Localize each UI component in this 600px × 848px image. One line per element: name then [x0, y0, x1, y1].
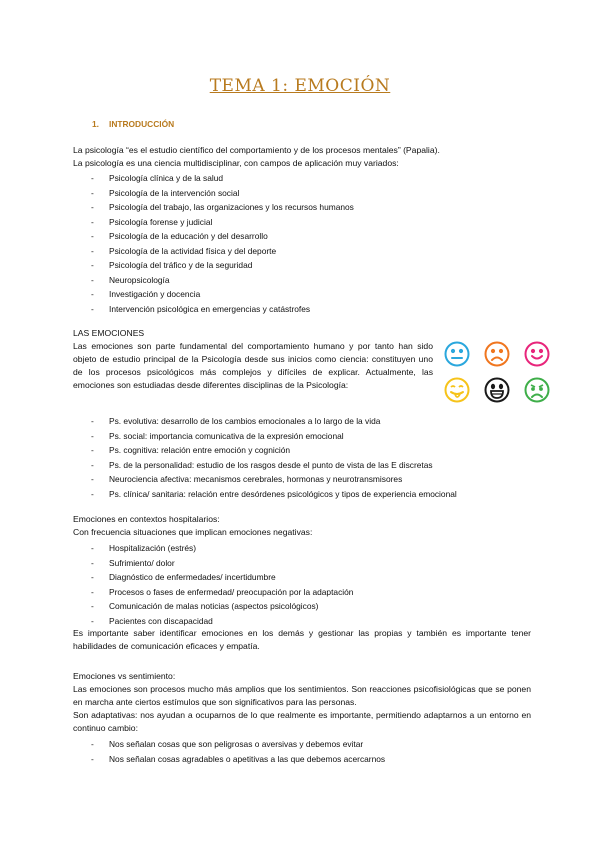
- bullet-dash: -: [91, 474, 94, 484]
- feelings-paragraph-1: Las emociones son procesos mucho más amplios que los sentimientos. Son reacciones psicofisiológicas que se ponen en marcha ante ciertos estímulos que son significativos para las personas.: [73, 684, 531, 707]
- hospital-conclusion: Es importante saber identificar emociones en los demás y gestionar las propias y también es importante tener habilidades de comunicación eficaces y empatía.: [73, 628, 531, 651]
- list-item-label: Psicología del trabajo, las organizaciones y los recursos humanos: [109, 202, 354, 212]
- list-item-label: Sufrimiento/ dolor: [109, 557, 175, 568]
- bullet-dash: -: [91, 615, 94, 626]
- bullet-dash: -: [91, 202, 94, 212]
- feelings-paragraph-2: Son adaptativas: nos ayudan a ocuparnos de lo que realmente es importante, permitiendo adaptarnos a un entorno en continuo cambio:: [73, 710, 531, 733]
- list-item-label: Nos señalan cosas agradables o apetitivas a las que debemos acercarnos: [109, 753, 386, 764]
- list-item-label: Nos señalan cosas que son peligrosas o aversivas y debemos evitar: [109, 739, 364, 749]
- bullet-dash: -: [91, 289, 94, 299]
- list-item-label: Psicología del tráfico y de la seguridad: [109, 260, 253, 270]
- list-item-label: Psicología clínica y de la salud: [109, 173, 224, 183]
- bullet-dash: -: [91, 488, 94, 499]
- section-heading-label: INTRODUCCIÓN: [109, 119, 175, 129]
- page-title: TEMA 1: EMOCIÓN: [209, 76, 391, 96]
- sad-face-icon: [484, 341, 510, 367]
- list-item-label: Psicología de la actividad física y del deporte: [109, 245, 277, 256]
- emotions-paragraph: Las emociones son parte fundamental del comportamiento humano y por tanto han sido objeto de estudio principal de la Psicología desde sus inicios como ciencia: constituyen uno de los procesos psicológicos más complejos y difíciles de explicar. Actualmente, las emociones son estudiadas desde diferentes disciplinas de la Psicología:: [73, 341, 433, 390]
- bullet-dash: -: [91, 303, 94, 314]
- bullet-dash: -: [91, 245, 94, 256]
- bullet-dash: -: [91, 753, 94, 764]
- section-heading-introduction: [92, 118, 174, 131]
- bullet-dash: -: [91, 445, 94, 455]
- happy-face-icon: [524, 341, 550, 367]
- list-item-label: Diagnóstico de enfermedades/ incertidumbre: [109, 572, 276, 582]
- sick-face-icon: [524, 377, 550, 403]
- list-item-label: Comunicación de malas noticias (aspectos psicológicos): [109, 601, 319, 611]
- hospital-heading: Emociones en contextos hospitalarios:: [73, 514, 220, 524]
- bullet-dash: -: [91, 601, 94, 611]
- bullet-dash: -: [91, 260, 94, 270]
- list-item-label: Ps. clínica/ sanitaria: relación entre desórdenes psicológicos y tipos de experiencia emocional: [109, 488, 457, 499]
- bullet-dash: -: [91, 231, 94, 241]
- bullet-dash: -: [91, 572, 94, 582]
- list-item-label: Intervención psicológica en emergencias y catástrofes: [109, 303, 311, 314]
- list-item-label: Investigación y docencia: [109, 289, 201, 299]
- list-item-label: Psicología forense y judicial: [109, 216, 213, 227]
- bullet-dash: -: [91, 416, 94, 426]
- list-item-label: Psicología de la educación y del desarrollo: [109, 231, 268, 241]
- list-item-label: Psicología de la intervención social: [109, 187, 240, 198]
- list-item-label: Procesos o fases de enfermedad/ preocupación por la adaptación: [109, 586, 354, 597]
- bullet-dash: -: [91, 557, 94, 568]
- section-number: 1.: [92, 119, 99, 129]
- emotions-heading: LAS EMOCIONES: [73, 328, 145, 338]
- bullet-dash: -: [91, 430, 94, 441]
- bullet-dash: -: [91, 173, 94, 183]
- grin-face-icon: [484, 377, 510, 403]
- list-item-label: Ps. cognitiva: relación entre emoción y cognición: [109, 445, 291, 455]
- emoji-faces-illustration: [440, 339, 554, 407]
- list-item-label: Neurociencia afectiva: mecanismos cerebrales, hormonas y neurotransmisores: [109, 474, 403, 484]
- hospital-intro: Con frecuencia situaciones que implican emociones negativas:: [73, 527, 313, 537]
- feelings-heading: Emociones vs sentimiento:: [73, 671, 176, 681]
- bullet-dash: -: [91, 187, 94, 198]
- tongue-face-icon: [444, 377, 470, 403]
- list-item-label: Hospitalización (estrés): [109, 543, 197, 553]
- bullet-dash: -: [91, 459, 94, 470]
- bullet-dash: -: [91, 586, 94, 597]
- intro-line-1: La psicología “es el estudio científico del comportamiento y de los procesos mentales” (Papalia).: [73, 145, 440, 155]
- list-item-label: Ps. de la personalidad: estudio de los rasgos desde el punto de vista de las E discretas: [109, 459, 433, 470]
- neutral-face-icon: [444, 341, 470, 367]
- bullet-dash: -: [91, 543, 94, 553]
- list-item-label: Ps. evolutiva: desarrollo de los cambios emocionales a lo largo de la vida: [109, 416, 381, 426]
- intro-line-2: La psicología es una ciencia multidisciplinar, con campos de aplicación muy variados:: [73, 158, 399, 168]
- bullet-dash: -: [91, 274, 94, 285]
- bullet-dash: -: [91, 739, 94, 749]
- list-item-label: Neuropsicología: [109, 274, 170, 285]
- bullet-dash: -: [91, 216, 94, 227]
- list-item-label: Ps. social: importancia comunicativa de la expresión emocional: [109, 430, 344, 441]
- list-item-label: Pacientes con discapacidad: [109, 615, 213, 626]
